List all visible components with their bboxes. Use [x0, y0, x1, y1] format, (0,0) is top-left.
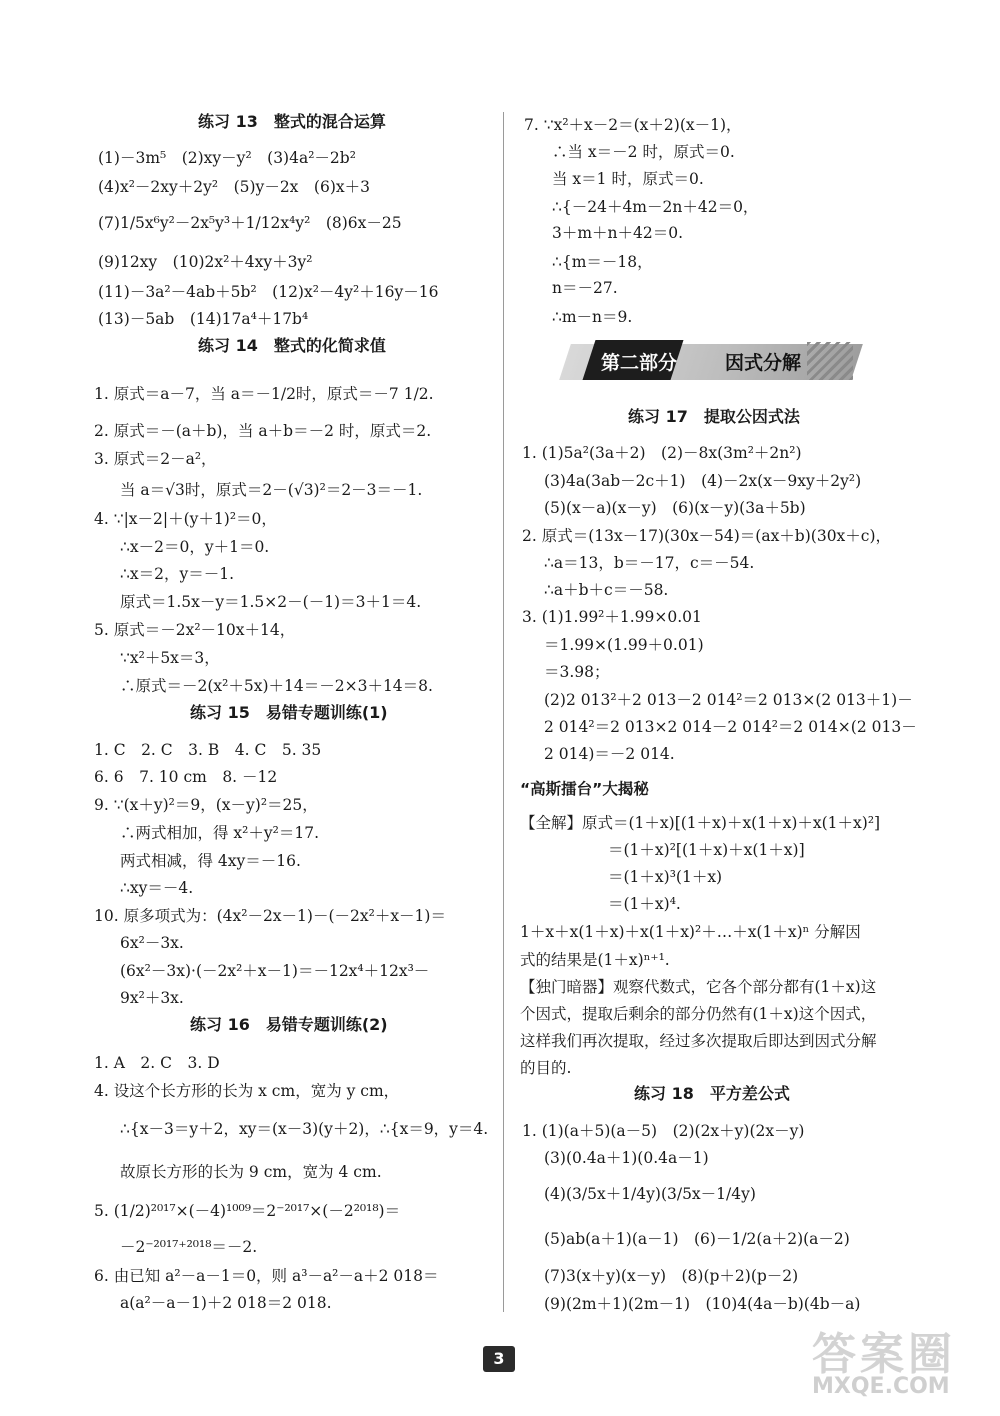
answer-line: (13)－5ab (14)17a⁴＋17b⁴ — [98, 310, 309, 328]
answer-line: 故原长方形的长为 9 cm，宽为 4 cm. — [120, 1163, 382, 1181]
answer-line: 6. 由已知 a²－a－1＝0，则 a³－a²－a＋2 018＝ — [94, 1267, 439, 1285]
answer-line: (7)1/5x⁶y²－2x⁵y³＋1/12x⁴y² (8)6x－25 — [98, 214, 402, 232]
answer-line: 6x²－3x. — [120, 934, 184, 952]
answer-line: 1. (1)(a＋5)(a－5) (2)(2x＋y)(2x－y) — [522, 1122, 805, 1140]
answer-line: (9)(2m＋1)(2m－1) (10)4(4a－b)(4b－a) — [544, 1295, 861, 1313]
answer-line: 1. 原式＝a－7，当 a＝－1/2时，原式＝－7 1/2. — [94, 385, 434, 403]
answer-line: (4)x²－2xy＋2y² (5)y－2x (6)x＋3 — [98, 178, 370, 196]
answer-line: 6. 6 7. 10 cm 8. －12 — [94, 768, 278, 786]
answer-line: 5. (1/2)²⁰¹⁷×(－4)¹⁰⁰⁹＝2⁻²⁰¹⁷×(－2²⁰¹⁸)＝ — [94, 1202, 401, 1220]
answer-line: (2)2 013²＋2 013－2 014²＝2 013×(2 013＋1)－ — [544, 691, 913, 709]
answer-line: 1. A 2. C 3. D — [94, 1054, 220, 1072]
answer-line: 当 x＝1 时，原式＝0. — [552, 170, 704, 188]
answer-line: 4. ∵|x－2|＋(y＋1)²＝0， — [94, 510, 277, 528]
answer-line: (9)12xy (10)2x²＋4xy＋3y² — [98, 253, 313, 271]
answer-line: 9x²＋3x. — [120, 989, 184, 1007]
answer-line: ＝1.99×(1.99＋0.01) — [544, 636, 704, 654]
section-heading: 练习 15 易错专题训练(1) — [190, 703, 388, 722]
answer-line: 3. 原式＝2－a²， — [94, 450, 217, 468]
answer-line: “高斯擂台”大揭秘 — [520, 780, 649, 798]
banner-title: 因式分解 — [725, 352, 802, 374]
answer-line: ∴a＝13，b＝－17，c＝－54. — [544, 554, 755, 572]
answer-line: 1. C 2. C 3. B 4. C 5. 35 — [94, 741, 322, 759]
answer-line: ∴m－n＝9. — [552, 308, 633, 326]
section-heading: 练习 13 整式的混合运算 — [198, 112, 386, 131]
answer-line: (5)ab(a＋1)(a－1) (6)－1/2(a＋2)(a－2) — [544, 1230, 850, 1248]
answer-line: (1)－3m⁵ (2)xy－y² (3)4a²－2b² — [98, 149, 356, 167]
answer-line: ＝(1＋x)⁴. — [608, 895, 681, 913]
answer-line: 7. ∵x²＋x－2＝(x＋2)(x－1)， — [524, 116, 742, 134]
answer-line: ∵x²＋5x＝3， — [120, 649, 220, 667]
answer-line: ∴x＝2，y＝－1. — [120, 565, 235, 583]
answer-line: ∴两式相加，得 x²＋y²＝17. — [120, 824, 320, 842]
answer-line: 2. 原式＝(13x－17)(30x－54)＝(ax＋b)(30x＋c)， — [522, 527, 892, 545]
answer-line: 5. 原式＝－2x²－10x＋14， — [94, 621, 296, 639]
answer-line: (3)(0.4a＋1)(0.4a－1) — [544, 1149, 709, 1167]
answer-line: 这样我们再次提取，经过多次提取后即达到因式分解 — [520, 1032, 877, 1050]
answer-line: (5)(x－a)(x－y) (6)(x－y)(3a＋5b) — [544, 499, 806, 517]
section-heading: 练习 18 平方差公式 — [634, 1084, 790, 1103]
answer-line: 1. (1)5a²(3a＋2) (2)－8x(3m²＋2n²) — [522, 444, 802, 462]
answer-line: 式的结果是(1＋x)ⁿ⁺¹. — [520, 951, 670, 969]
column-divider — [503, 112, 504, 1312]
answer-line: (11)－3a²－4ab＋5b² (12)x²－4y²＋16y－16 — [98, 283, 439, 301]
answer-line: 10. 原多项式为：(4x²－2x－1)－(－2x²＋x－1)＝ — [94, 907, 446, 925]
answer-line: (3)4a(3ab－2c＋1) (4)－2x(x－9xy＋2y²) — [544, 472, 862, 490]
watermark-url: MXQE.COM — [812, 1374, 950, 1399]
answer-line: 当 a＝√3时，原式＝2－(√3)²＝2－3＝－1. — [120, 481, 423, 499]
answer-line: ∴当 x＝－2 时，原式＝0. — [552, 143, 735, 161]
answer-line: 个因式，提取后剩余的部分仍然有(1＋x)这个因式， — [520, 1005, 877, 1023]
banner-stripes — [807, 342, 853, 380]
answer-line: 2. 原式＝－(a＋b)，当 a＋b＝－2 时，原式＝2. — [94, 422, 432, 440]
answer-line: 【全解】原式＝(1＋x)[(1＋x)＋x(1＋x)＋x(1＋x)²] — [520, 814, 881, 832]
section-heading: 练习 16 易错专题训练(2) — [190, 1015, 388, 1034]
answer-line: 9. ∵(x＋y)²＝9，(x－y)²＝25， — [94, 796, 318, 814]
answer-line: ∴{m＝－18， — [552, 253, 653, 271]
answer-line: ＝(1＋x)²[(1＋x)＋x(1＋x)] — [608, 841, 805, 859]
answer-line: ∴a＋b＋c＝－58. — [544, 581, 669, 599]
answer-line: 1＋x＋x(1＋x)＋x(1＋x)²＋…＋x(1＋x)ⁿ 分解因 — [520, 923, 861, 941]
answer-line: 两式相减，得 4xy＝－16. — [120, 852, 301, 870]
answer-line: 3. (1)1.99²＋1.99×0.01 — [522, 608, 702, 626]
answer-line: ∴原式＝－2(x²＋5x)＋14＝－2×3＋14＝8. — [120, 677, 433, 695]
page-number: 3 — [483, 1346, 515, 1372]
section-heading: 练习 17 提取公因式法 — [628, 407, 800, 426]
watermark — [812, 1318, 990, 1408]
answer-line: 3＋m＋n＋42＝0. — [552, 224, 684, 242]
part-banner — [565, 340, 857, 384]
watermark-text: 答案圈 — [812, 1329, 956, 1380]
answer-line: －2⁻²⁰¹⁷⁺²⁰¹⁸＝－2. — [120, 1238, 258, 1256]
answer-line: (6x²－3x)·(－2x²＋x－1)＝－12x⁴＋12x³－ — [120, 962, 430, 980]
banner-part-label: 第二部分 — [601, 352, 678, 374]
answer-line: ∴x－2＝0，y＋1＝0. — [120, 538, 270, 556]
answer-line: 2 014)＝－2 014. — [544, 745, 675, 763]
answer-line: ∴{x－3＝y＋2，xy＝(x－3)(y＋2)，∴{x＝9，y＝4. — [120, 1120, 489, 1138]
answer-line: 原式＝1.5x－y＝1.5×2－(－1)＝3＋1＝4. — [120, 593, 422, 611]
answer-line: ∴{－24＋4m－2n＋42＝0， — [552, 198, 759, 216]
answer-line: 4. 设这个长方形的长为 x cm，宽为 y cm， — [94, 1082, 400, 1100]
answer-line: ＝3.98； — [544, 663, 610, 681]
answer-line: 【独门暗器】观察代数式，它各个部分都有(1＋x)这 — [520, 978, 877, 996]
answer-line: (4)(3/5x＋1/4y)(3/5x－1/4y) — [544, 1185, 756, 1203]
answer-line: ∴xy＝－4. — [120, 879, 194, 897]
answer-line: 的目的. — [520, 1059, 572, 1077]
answer-line: n＝－27. — [552, 279, 618, 297]
answer-line: 2 014²＝2 013×2 014－2 014²＝2 014×(2 013－ — [544, 718, 917, 736]
section-heading: 练习 14 整式的化简求值 — [198, 336, 386, 355]
answer-line: ＝(1＋x)³(1＋x) — [608, 868, 723, 886]
answer-line: (7)3(x＋y)(x－y) (8)(p＋2)(p－2) — [544, 1267, 799, 1285]
answer-line: a(a²－a－1)＋2 018＝2 018. — [120, 1294, 332, 1312]
